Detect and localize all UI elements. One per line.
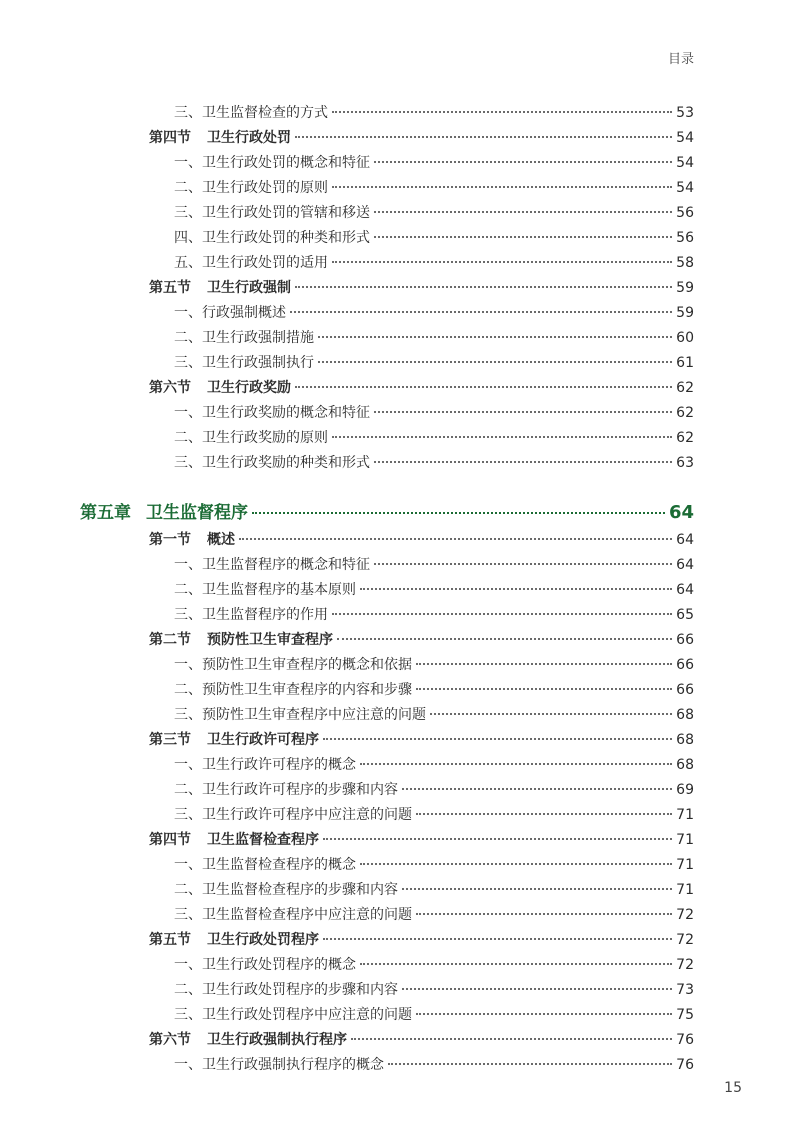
dot-leader	[402, 888, 672, 890]
toc-item-entry[interactable]	[174, 201, 694, 226]
toc-page-number: 62	[676, 430, 694, 446]
dot-leader	[332, 613, 672, 615]
dot-leader	[402, 988, 672, 990]
toc-page-number: 64	[676, 532, 694, 548]
dot-leader	[416, 813, 672, 815]
toc-item-entry[interactable]	[174, 426, 694, 451]
toc-page-number: 58	[676, 255, 694, 271]
toc-item-entry[interactable]	[174, 451, 694, 476]
toc-entry-title: 三、卫生行政处罚的管辖和移送	[174, 205, 370, 221]
toc-entry-title: 二、卫生监督检查程序的步骤和内容	[174, 882, 398, 898]
toc-entry-title: 一、卫生监督检查程序的概念	[174, 857, 356, 873]
toc-entry-title: 一、预防性卫生审查程序的概念和依据	[174, 657, 412, 673]
page-number: 15	[724, 1080, 742, 1096]
dot-leader	[416, 913, 672, 915]
toc-page-number: 54	[676, 155, 694, 171]
toc-section-entry[interactable]	[149, 728, 694, 753]
toc-entry-title: 一、卫生行政奖励的概念和特征	[174, 405, 370, 421]
dot-leader	[416, 688, 672, 690]
toc-entry-title: 二、卫生行政处罚程序的步骤和内容	[174, 982, 398, 998]
dot-leader	[416, 663, 672, 665]
toc-entry-title: 二、卫生行政强制措施	[174, 330, 314, 346]
toc-item-entry[interactable]	[174, 251, 694, 276]
toc-page-number: 68	[676, 707, 694, 723]
toc-page-number: 76	[676, 1032, 694, 1048]
toc-item-entry[interactable]	[174, 803, 694, 828]
dot-leader	[374, 211, 672, 213]
dot-leader	[416, 1013, 672, 1015]
toc-entry-title: 卫生行政强制	[207, 280, 291, 296]
dot-leader	[374, 563, 672, 565]
toc-page-number: 64	[676, 582, 694, 598]
toc-page-number: 60	[676, 330, 694, 346]
dot-leader	[323, 738, 672, 740]
toc-item-entry[interactable]	[174, 953, 694, 978]
chapter-number: 第五章	[80, 503, 131, 523]
toc-item-entry[interactable]	[174, 853, 694, 878]
dot-leader	[323, 838, 672, 840]
dot-leader	[332, 436, 672, 438]
toc-item-entry[interactable]	[174, 1003, 694, 1028]
toc-item-entry[interactable]	[174, 753, 694, 778]
toc-page-number: 71	[676, 882, 694, 898]
toc-page-number: 75	[676, 1007, 694, 1023]
toc-entry-title: 三、卫生行政许可程序中应注意的问题	[174, 807, 412, 823]
toc-page-number: 64	[668, 502, 694, 523]
toc-item-entry[interactable]	[174, 351, 694, 376]
running-head-title: 目录	[667, 52, 694, 67]
toc-entry-title: 预防性卫生审查程序	[207, 632, 333, 648]
toc-entry-title: 三、卫生行政奖励的种类和形式	[174, 455, 370, 471]
toc-page-number: 76	[676, 1057, 694, 1073]
toc-section-entry[interactable]	[149, 928, 694, 953]
section-number: 第六节	[149, 380, 191, 396]
toc-item-entry[interactable]	[174, 151, 694, 176]
toc-entry-title: 三、卫生监督程序的作用	[174, 607, 328, 623]
toc-entry-title: 四、卫生行政处罚的种类和形式	[174, 230, 370, 246]
toc-section-entry[interactable]	[149, 376, 694, 401]
toc-item-entry[interactable]	[174, 326, 694, 351]
dot-leader	[239, 538, 672, 540]
dot-leader	[318, 361, 672, 363]
toc-entry-title: 一、行政强制概述	[174, 305, 286, 321]
section-number: 第三节	[149, 732, 191, 748]
toc-section-entry[interactable]	[149, 828, 694, 853]
toc-entry-title: 三、卫生监督检查程序中应注意的问题	[174, 907, 412, 923]
section-number: 第四节	[149, 832, 191, 848]
toc-page-number: 54	[676, 130, 694, 146]
toc-chapter-entry[interactable]	[80, 498, 694, 528]
toc-item-entry[interactable]	[174, 903, 694, 928]
dot-leader	[337, 638, 672, 640]
dot-leader	[323, 938, 672, 940]
dot-leader	[252, 512, 665, 514]
toc-page-number: 72	[676, 957, 694, 973]
toc-section-entry[interactable]	[149, 1028, 694, 1053]
toc-item-entry[interactable]	[174, 703, 694, 728]
dot-leader	[430, 713, 672, 715]
section-number: 第五节	[149, 280, 191, 296]
section-number: 第二节	[149, 632, 191, 648]
toc-page-number: 72	[676, 907, 694, 923]
toc-entry-title: 二、卫生行政奖励的原则	[174, 430, 328, 446]
toc-page-number: 56	[676, 205, 694, 221]
toc-item-entry[interactable]	[174, 301, 694, 326]
toc-page-number: 54	[676, 180, 694, 196]
dot-leader	[374, 461, 672, 463]
dot-leader	[295, 286, 672, 288]
section-number: 第五节	[149, 932, 191, 948]
toc-entry-title: 卫生行政处罚程序	[207, 932, 319, 948]
toc-entry-title: 卫生行政奖励	[207, 380, 291, 396]
toc-item-entry[interactable]	[174, 176, 694, 201]
toc-page-number: 72	[676, 932, 694, 948]
toc-item-entry[interactable]	[174, 101, 694, 126]
toc-page-number: 66	[676, 682, 694, 698]
toc-item-entry[interactable]	[174, 401, 694, 426]
toc-entry-title: 概述	[207, 532, 235, 548]
dot-leader	[290, 311, 672, 313]
dot-leader	[360, 863, 672, 865]
dot-leader	[332, 261, 672, 263]
toc-entry-title: 一、卫生监督程序的概念和特征	[174, 557, 370, 573]
toc-page-number: 69	[676, 782, 694, 798]
toc-entry-title: 卫生行政许可程序	[207, 732, 319, 748]
dot-leader	[402, 788, 672, 790]
toc-item-entry[interactable]	[174, 1053, 694, 1078]
toc-item-entry[interactable]	[174, 653, 694, 678]
dot-leader	[318, 336, 672, 338]
dot-leader	[295, 136, 672, 138]
section-number: 第六节	[149, 1032, 191, 1048]
toc-entry-title: 三、卫生行政强制执行	[174, 355, 314, 371]
toc-page-number: 71	[676, 832, 694, 848]
toc-entry-title: 五、卫生行政处罚的适用	[174, 255, 328, 271]
toc-page-number: 62	[676, 380, 694, 396]
dot-leader	[332, 111, 672, 113]
toc-section-entry[interactable]	[149, 126, 694, 151]
toc-page-number: 63	[676, 455, 694, 471]
toc-item-entry[interactable]	[174, 878, 694, 903]
toc-page-number: 68	[676, 757, 694, 773]
toc-page-number: 66	[676, 657, 694, 673]
toc-page-number: 59	[676, 305, 694, 321]
toc-entry-title: 二、卫生行政许可程序的步骤和内容	[174, 782, 398, 798]
toc-page-number: 56	[676, 230, 694, 246]
toc-page-number: 61	[676, 355, 694, 371]
toc-entry-title: 卫生监督程序	[146, 503, 248, 523]
toc-page-number: 64	[676, 557, 694, 573]
toc-entry-title: 卫生监督检查程序	[207, 832, 319, 848]
toc-entry-title: 二、卫生行政处罚的原则	[174, 180, 328, 196]
toc-page-number: 59	[676, 280, 694, 296]
toc-entry-title: 二、卫生监督程序的基本原则	[174, 582, 356, 598]
section-number: 第四节	[149, 130, 191, 146]
toc-page-number: 65	[676, 607, 694, 623]
toc-item-entry[interactable]	[174, 553, 694, 578]
toc-item-entry[interactable]	[174, 226, 694, 251]
dot-leader	[360, 588, 672, 590]
toc-entry-title: 一、卫生行政处罚的概念和特征	[174, 155, 370, 171]
toc-item-entry[interactable]	[174, 778, 694, 803]
toc-entry-title: 一、卫生行政处罚程序的概念	[174, 957, 356, 973]
dot-leader	[360, 963, 672, 965]
dot-leader	[374, 161, 672, 163]
toc-page-number: 71	[676, 807, 694, 823]
dot-leader	[295, 386, 672, 388]
toc-entry-title: 卫生行政强制执行程序	[207, 1032, 347, 1048]
dot-leader	[360, 763, 672, 765]
section-number: 第一节	[149, 532, 191, 548]
toc-entry-title: 三、卫生行政处罚程序中应注意的问题	[174, 1007, 412, 1023]
dot-leader	[332, 186, 672, 188]
dot-leader	[374, 411, 672, 413]
toc-section-entry[interactable]	[149, 276, 694, 301]
toc-page-number: 66	[676, 632, 694, 648]
toc-item-entry[interactable]	[174, 578, 694, 603]
toc-entry-title: 三、预防性卫生审查程序中应注意的问题	[174, 707, 426, 723]
toc-item-entry[interactable]	[174, 678, 694, 703]
toc-entry-title: 一、卫生行政强制执行程序的概念	[174, 1057, 384, 1073]
dot-leader	[351, 1038, 672, 1040]
toc-entry-title: 三、卫生监督检查的方式	[174, 105, 328, 121]
toc-section-entry[interactable]	[149, 628, 694, 653]
toc-page-number: 68	[676, 732, 694, 748]
toc-entry-title: 一、卫生行政许可程序的概念	[174, 757, 356, 773]
toc-item-entry[interactable]	[174, 603, 694, 628]
dot-leader	[388, 1063, 672, 1065]
toc-section-entry[interactable]	[149, 528, 694, 553]
toc-page-number: 73	[676, 982, 694, 998]
dot-leader	[374, 236, 672, 238]
toc-entry-title: 卫生行政处罚	[207, 130, 291, 146]
toc-page-number: 53	[676, 105, 694, 121]
toc-page-number: 71	[676, 857, 694, 873]
toc-item-entry[interactable]	[174, 978, 694, 1003]
toc-entry-title: 二、预防性卫生审查程序的内容和步骤	[174, 682, 412, 698]
toc-page-number: 62	[676, 405, 694, 421]
